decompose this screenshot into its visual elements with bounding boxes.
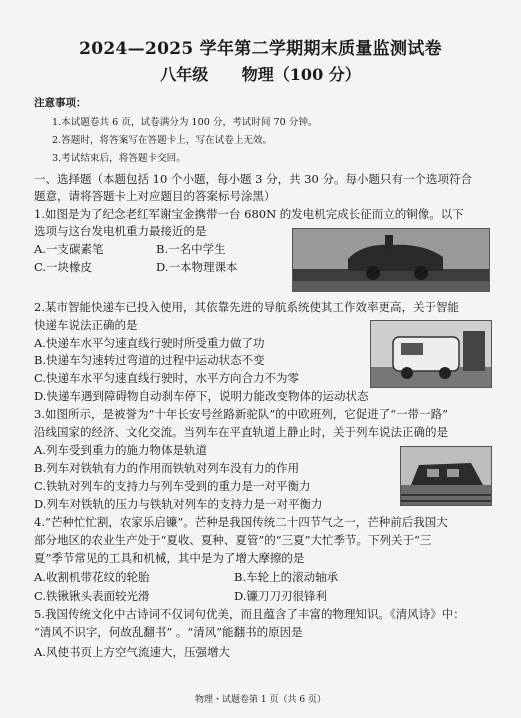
question-5-text: 5.我国传统文化中古诗词不仅词句优美，而且蕴含了丰富的物理知识。《清风诗》中： [34,607,465,621]
q3-option-a: A.列车受到重力的施力物体是轨道 [34,443,207,457]
q4-option-b: B.车轮上的滚动轴承 [234,570,339,584]
note-item: 3.考试结束后，将答题卡交回。 [52,153,186,164]
delivery-vehicle-photo [370,320,492,388]
q1-option-a: A.一支碳素笔 [34,242,104,256]
q2-option-a: A.快递车水平匀速直线行驶时所受重力做了功 [34,336,265,350]
page-footer: 物理・试题卷第 1 页（共 6 页） [195,695,326,705]
question-3-text: 沿线国家的经济、文化交流。当列车在平直轨道上静止时，关于列车说法正确的是 [34,425,448,439]
q1-option-d: D.一本物理课本 [156,260,238,274]
question-2-text: 2.某市智能快递车已投入使用，其依靠先进的导航系统使其工作效率更高，关于智能 [34,300,459,314]
q4-option-a: A.收割机带花纹的轮胎 [34,570,150,584]
q1-option-c: C.一块橡皮 [34,260,93,274]
exam-title: 2024—2025 学年第二学期期末质量监测试卷 [79,39,442,59]
exam-subtitle [0,62,521,85]
question-4-text: 4.“芒种忙忙割，农家乐启镰”。芒种是我国传统二十四节气之一，芒种前后我国大 [34,515,448,529]
question-1-text: 选项与这台发电机重力最接近的是 [34,224,207,238]
question-4-text: 夏”季节常见的工具和机械，其中是为了增大摩擦的是 [34,551,305,565]
question-4-text: 部分地区的农业生产处于“夏收、夏种、夏管”的“三夏”大忙季节。下列关于“三 [34,533,432,547]
q2-option-d: D.快递车遇到障碍物自动刹车停下，说明力能改变物体的运动状态 [34,389,369,403]
note-item: 1.本试题卷共 6 页，试卷满分为 100 分，考试时间 70 分钟。 [52,117,318,128]
q5-option-a: A.风使书页上方空气流速大，压强增大 [34,645,230,659]
q4-option-c: C.铁锹锹头表面较光滑 [34,589,150,603]
statue-photo [292,228,490,292]
q3-option-b: B.列车对铁轨有力的作用而铁轨对列车没有力的作用 [34,461,300,475]
q1-option-b: B.一名中学生 [156,242,226,256]
note-item: 2.答题时，将答案写在答题卡上，写在试卷上无效。 [52,135,273,146]
notes-heading: 注意事项： [34,97,87,109]
q2-option-b: B.快递车匀速转过弯道的过程中运动状态不变 [34,353,265,367]
question-5-text: “清风不识字，何故乱翻书” 。“清风”能翻书的原因是 [34,625,303,639]
grade-label: 八年级 [160,65,209,84]
q3-option-d: D.列车对铁轨的压力与铁轨对列车的支持力是一对平衡力 [34,497,323,511]
section-heading-line: 题意，请将答题卡上对应题目的答案标号涂黑） [34,189,276,203]
question-1-text: 1.如图是为了纪念老红军谢宝金携带一台 680N 的发电机完成长征而立的铜像。以下 [34,207,464,221]
q2-option-c: C.快递车水平匀速直线行驶时，水平方向合力不为零 [34,371,300,385]
question-3-text: 3.如图所示，是被誉为“十年长安号丝路新驼队”的中欧班列，它促进了“一带一路” [34,407,448,421]
section-heading-line: 一、选择题（本题包括 10 个小题，每小题 3 分，共 30 分。每小题只有一个选项符合 [34,172,473,186]
subject-label: 物理（100 分） [241,65,361,84]
question-2-text: 快递车说法正确的是 [34,318,138,332]
q4-option-d: D.镰刀刀刃很锋利 [234,589,327,603]
q3-option-c: C.铁轨对列车的支持力与列车受到的重力是一对平衡力 [34,479,311,493]
train-photo [400,446,492,506]
